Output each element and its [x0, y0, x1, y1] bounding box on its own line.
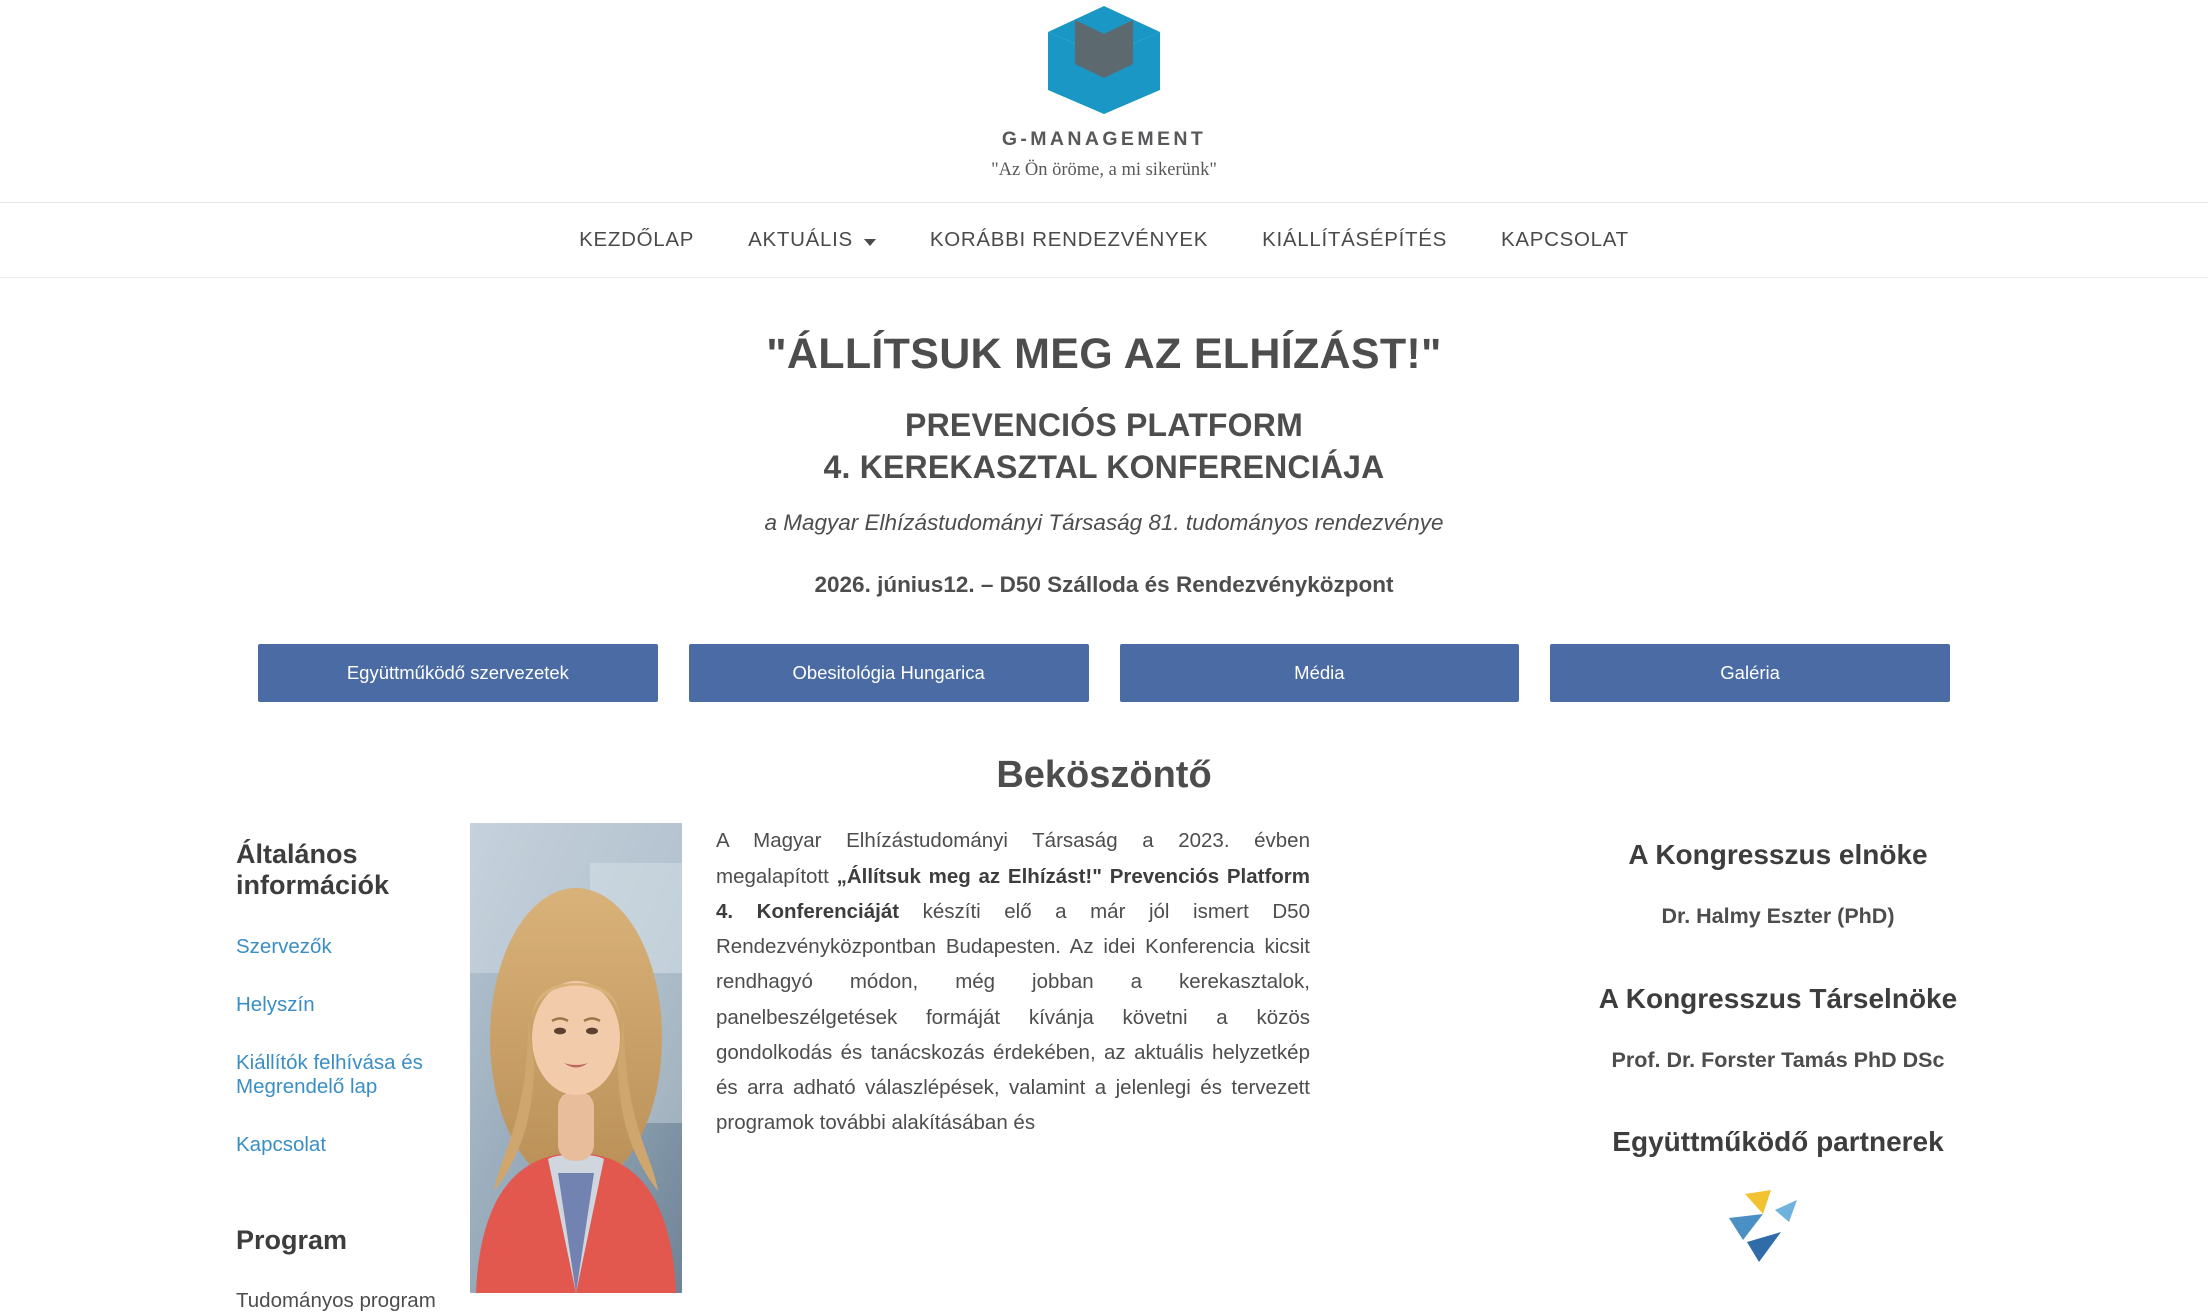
- sidebar-item-tudomanyos-program[interactable]: Tudományos program: [236, 1289, 436, 1313]
- hero-subtitle-line2: 4. KEREKASZTAL KONFERENCIÁJA: [823, 449, 1385, 486]
- main-article-column: [470, 823, 1310, 1313]
- nav-item-aktualis[interactable]: [721, 228, 903, 252]
- nav-item-label: KORÁBBI RENDEZVÉNYEK: [929, 228, 1209, 251]
- logo-tagline: "Az Ön öröme, a mi sikerünk": [991, 160, 1217, 180]
- hero-subtitle: [0, 404, 2208, 488]
- sidebar-right: [1310, 823, 2208, 1313]
- button-galeria[interactable]: Galéria: [1550, 644, 1950, 702]
- nav-item-label: KEZDŐLAP: [579, 228, 695, 251]
- heading-partners: Együttműködő partnerek: [1612, 1126, 1944, 1158]
- button-obesitologia-hungarica[interactable]: Obesitológia Hungarica: [689, 644, 1089, 702]
- name-congress-president: Dr. Halmy Eszter (PhD): [1661, 904, 1895, 929]
- hero-italic-line: a Magyar Elhízástudományi Társaság 81. tudományos rendezvénye: [764, 510, 1444, 536]
- logo-wordmark: G-MANAGEMENT: [1001, 128, 1207, 150]
- site-logo-block: [0, 0, 2208, 181]
- hero-section: [0, 278, 2208, 598]
- heading-congress-president: A Kongresszus elnöke: [1628, 839, 1928, 871]
- section-title-bekoszonto: Beköszöntő: [996, 754, 1212, 797]
- nav-item-korabbi-rendezvenyek[interactable]: [903, 228, 1235, 252]
- nav-item-kiallitasepites[interactable]: [1235, 228, 1474, 252]
- partner-logo-icon[interactable]: [1693, 1188, 1863, 1278]
- button-media[interactable]: Média: [1120, 644, 1520, 702]
- content-columns: [0, 823, 2208, 1313]
- article-body: [716, 823, 1310, 1313]
- portrait-photo: [470, 823, 682, 1293]
- chevron-down-icon: [864, 239, 876, 246]
- nav-item-kapcsolat[interactable]: [1474, 228, 1656, 252]
- sidebar-left: [0, 823, 470, 1313]
- hero-subtitle-line1: PREVENCIÓS PLATFORM: [905, 407, 1303, 443]
- nav-list: [552, 228, 1656, 252]
- button-egyuttmukodo-szervezetek[interactable]: Együttműködő szervezetek: [258, 644, 658, 702]
- page-title: "ÁLLÍTSUK MEG AZ ELHÍZÁST!": [766, 330, 1442, 378]
- name-congress-copresident: Prof. Dr. Forster Tamás PhD DSc: [1611, 1048, 1945, 1073]
- article-text-bold: „Állítsuk meg az Elhízást!" Prevenciós Platform 4. Konferenciáját: [716, 864, 1310, 923]
- main-navigation: [0, 202, 2208, 278]
- nav-item-label: KIÁLLÍTÁSÉPÍTÉS: [1262, 228, 1447, 251]
- sidebar-heading-general-info: Általános információk: [236, 839, 390, 901]
- article-text-part1: A Magyar Elhízástudományi Társaság a 2023. évben megalapított: [716, 829, 1310, 888]
- article-text-part2: készíti elő a már jól ismert D50 Rendezvényközpontban Budapesten. Az idei Konferencia kicsit rendhagyó módon, még jobban a kerekasztalok, panelbeszélgetések formáját kívánja követni a közös gondolkodás és tanácskozás érdekében, az aktuális helyzetkép és arra adható válaszlépések, valamint a jelenlegi és tervezett programok további alakításában és: [716, 899, 1310, 1135]
- hero-date-line: 2026. június12. – D50 Szálloda és Rendezvényközpont: [814, 572, 1394, 598]
- quick-link-button-row: [258, 644, 1950, 702]
- nav-item-kezdolap[interactable]: [552, 228, 721, 252]
- heading-congress-copresident: A Kongresszus Társelnöke: [1598, 983, 1958, 1015]
- sidebar-heading-program: Program: [236, 1225, 348, 1256]
- sidebar-link-kiallitok-felhivasa[interactable]: Kiállítók felhívása és Megrendelő lap: [236, 1051, 423, 1099]
- sidebar-link-szervezok[interactable]: Szervezők: [236, 935, 332, 959]
- nav-item-label: KAPCSOLAT: [1500, 228, 1629, 251]
- company-logo-icon[interactable]: [1045, 6, 1163, 114]
- sidebar-link-kapcsolat[interactable]: Kapcsolat: [236, 1133, 327, 1157]
- nav-item-label: AKTUÁLIS: [748, 228, 853, 251]
- sidebar-link-helyszin[interactable]: Helyszín: [236, 993, 315, 1017]
